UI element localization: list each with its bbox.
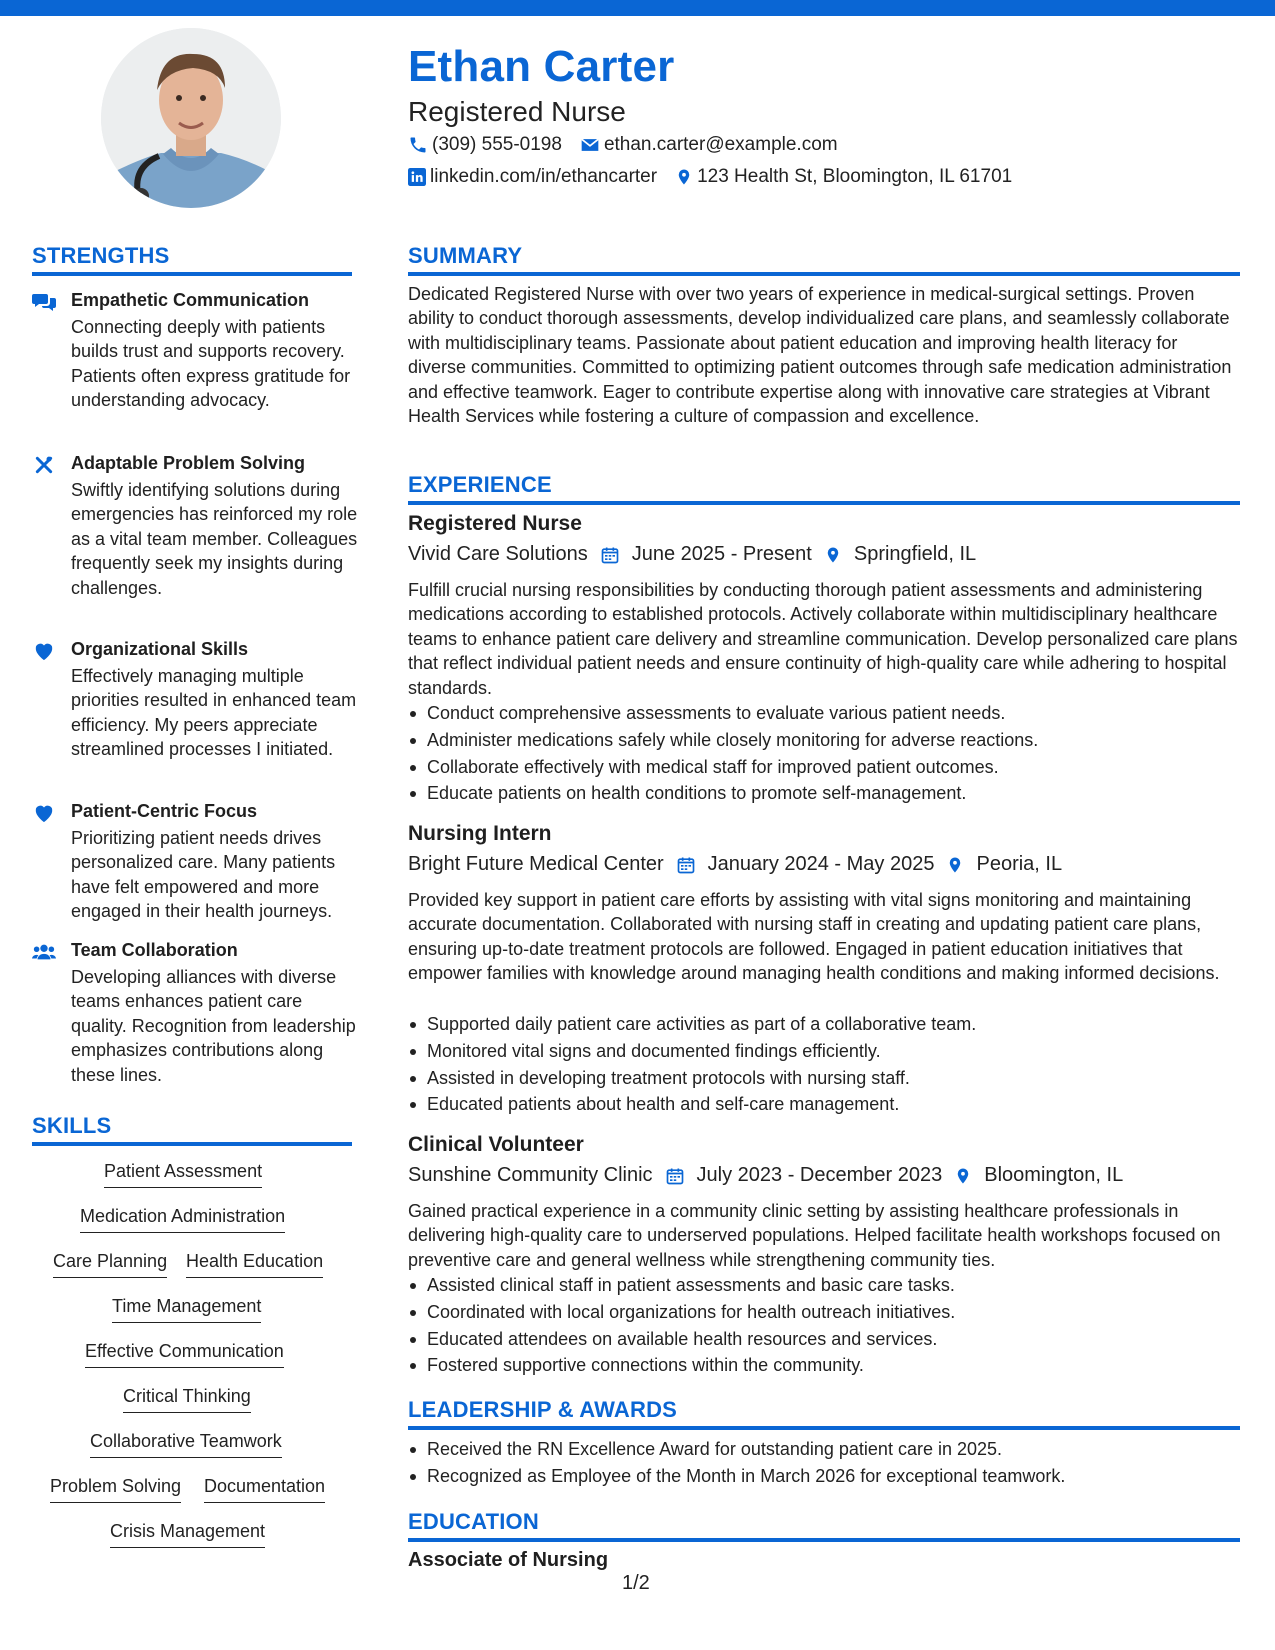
- list-item: Educate patients on health conditions to promote self-management.: [408, 780, 1240, 807]
- job-meta: [408, 543, 1240, 566]
- location-pin-icon: [954, 1165, 972, 1187]
- awards-rule: [408, 1426, 1240, 1430]
- list-item: Received the RN Excellence Award for outstanding patient care in 2025.: [408, 1436, 1240, 1463]
- job-bullets: [408, 1011, 1240, 1118]
- top-accent-bar: [0, 0, 1275, 16]
- strength-item: [32, 290, 362, 420]
- skill-tag: Medication Administration: [80, 1205, 285, 1233]
- awards-heading: LEADERSHIP & AWARDS: [408, 1397, 678, 1422]
- strength-desc: Swiftly identifying solutions during emergencies has reinforced my role as a vital team member. Colleagues frequently seek my insights during challenges.: [71, 480, 358, 598]
- job-company: Bright Future Medical Center: [408, 853, 664, 875]
- job-location: Bloomington, IL: [984, 1164, 1124, 1186]
- list-item: Recognized as Employee of the Month in March 2026 for exceptional teamwork.: [408, 1463, 1240, 1490]
- contact-row-1: [408, 134, 856, 156]
- job-description: Provided key support in patient care efforts by assisting with vital signs monitoring and maintaining accurate documentation. Collaborated with nursing staff in creating and updating patient care plans, ensuring up-to-date treatment protocols are followed. Engaged in patient education initiatives that empower families with knowledge around managing health conditions and making informed decisions.: [408, 890, 1220, 984]
- linkedin-contact[interactable]: [408, 166, 657, 188]
- strength-item: [32, 940, 362, 1085]
- job-dates: June 2025 - Present: [631, 543, 812, 565]
- phone-icon: [408, 135, 428, 155]
- strength-title: Empathetic Communication: [71, 290, 310, 310]
- tools-icon: [32, 455, 56, 475]
- list-item: Fostered supportive connections within the community.: [408, 1352, 1240, 1379]
- skill-tag: Health Education: [186, 1250, 323, 1278]
- education-degree: Associate of Nursing: [408, 1549, 609, 1571]
- contact-row-2: [408, 166, 1030, 188]
- job-meta: [408, 853, 1240, 876]
- skill-tag: Critical Thinking: [123, 1385, 251, 1413]
- skill-tag: Time Management: [112, 1295, 261, 1323]
- strength-title: Adaptable Problem Solving: [71, 453, 306, 473]
- experience-rule: [408, 501, 1240, 505]
- skills-rule: [32, 1142, 352, 1146]
- phone-contact[interactable]: [408, 134, 562, 156]
- list-item: Assisted clinical staff in patient assessments and basic care tasks.: [408, 1272, 1240, 1299]
- job-description: Fulfill crucial nursing responsibilities by conducting thorough patient assessments and administering medications according to established protocols. Actively collaborate within multidisciplinary healthcare teams to enhance patient care delivery and streamline communication. Develop personalized care plans that reflect individual patient needs and ensure continuity of high-quality care while adhering to hospital standards.: [408, 580, 1238, 698]
- list-item: Educated attendees on available health resources and services.: [408, 1326, 1240, 1353]
- list-item: Administer medications safely while closely monitoring for adverse reactions.: [408, 727, 1240, 754]
- location-pin-icon: [946, 854, 964, 876]
- strength-desc: Connecting deeply with patients builds trust and supports recovery. Patients often express gratitude for understanding advocacy.: [71, 317, 351, 411]
- list-item: Coordinated with local organizations for health outreach initiatives.: [408, 1299, 1240, 1326]
- heart-icon: [32, 641, 56, 661]
- summary-text: Dedicated Registered Nurse with over two years of experience in medical-surgical settings. Proven ability to conduct thorough assessments, develop individualized care plans, and seamlessly collaborate with multidisciplinary teams. Passionate about patient education and improving health literacy for diverse communities. Committed to optimizing patient outcomes through safe medication administration and effective teamwork. Eager to contribute expertise along with innovative care strategies at Vibrant Health Services while fostering a culture of compassion and excellence.: [408, 284, 1232, 427]
- calendar-icon: [676, 855, 696, 875]
- skill-tag: Documentation: [204, 1475, 325, 1503]
- job-bullets: [408, 700, 1240, 807]
- comments-icon: [32, 292, 56, 312]
- job-title: Clinical Volunteer: [408, 1133, 584, 1156]
- calendar-icon: [665, 1166, 685, 1186]
- skill-tag: Crisis Management: [110, 1520, 265, 1548]
- summary-heading: SUMMARY: [408, 243, 523, 268]
- job-location: Springfield, IL: [853, 543, 977, 565]
- skill-tag: Patient Assessment: [104, 1160, 262, 1188]
- address-text: 123 Health St, Bloomington, IL 61701: [697, 166, 1013, 187]
- calendar-icon: [600, 545, 620, 565]
- skill-tag: Care Planning: [53, 1250, 167, 1278]
- users-icon: [32, 942, 56, 962]
- skill-tag: Effective Communication: [85, 1340, 284, 1368]
- location-pin-icon: [675, 167, 693, 187]
- strength-title: Patient-Centric Focus: [71, 801, 258, 821]
- job-bullets: [408, 1272, 1240, 1379]
- job-location: Peoria, IL: [976, 853, 1063, 875]
- linkedin-text: linkedin.com/in/ethancarter: [430, 166, 658, 187]
- awards-list: [408, 1436, 1240, 1490]
- strength-item: [32, 639, 362, 769]
- email-contact[interactable]: [580, 134, 838, 156]
- envelope-icon: [580, 135, 600, 155]
- list-item: Educated patients about health and self-care management.: [408, 1091, 1240, 1118]
- education-heading: EDUCATION: [408, 1509, 539, 1534]
- email-text: ethan.carter@example.com: [603, 134, 838, 155]
- list-item: Collaborate effectively with medical staff for improved patient outcomes.: [408, 754, 1240, 781]
- job-title: Registered Nurse: [408, 512, 582, 535]
- skill-tag: Collaborative Teamwork: [90, 1430, 282, 1458]
- job-company: Vivid Care Solutions: [408, 543, 588, 565]
- strength-item: [32, 801, 362, 921]
- list-item: Conduct comprehensive assessments to evaluate various patient needs.: [408, 700, 1240, 727]
- skill-tag: Problem Solving: [50, 1475, 181, 1503]
- phone-text: (309) 555-0198: [432, 134, 562, 155]
- job-description: Gained practical experience in a community clinic setting by assisting healthcare professionals in delivering high-quality care to underserved populations. Helped facilitate health workshops focused on preventive care and general wellness while strengthening community ties.: [408, 1201, 1221, 1270]
- education-rule: [408, 1538, 1240, 1542]
- candidate-title: Registered Nurse: [408, 96, 626, 127]
- strength-desc: Prioritizing patient needs drives personalized care. Many patients have felt empowered and more engaged in their health journeys.: [71, 828, 336, 922]
- strength-title: Organizational Skills: [71, 639, 249, 659]
- list-item: Supported daily patient care activities as part of a collaborative team.: [408, 1011, 1240, 1038]
- profile-photo: [101, 28, 281, 208]
- job-company: Sunshine Community Clinic: [408, 1164, 653, 1186]
- page-indicator: 1/2: [622, 1572, 650, 1594]
- list-item: Monitored vital signs and documented findings efficiently.: [408, 1038, 1240, 1065]
- heart-icon: [32, 803, 56, 823]
- job-meta: [408, 1164, 1240, 1187]
- job-dates: July 2023 - December 2023: [696, 1164, 943, 1186]
- strengths-heading: STRENGTHS: [32, 243, 170, 268]
- summary-rule: [408, 272, 1240, 276]
- location-pin-icon: [824, 544, 842, 566]
- experience-heading: EXPERIENCE: [408, 472, 552, 497]
- strength-desc: Effectively managing multiple priorities resulted in enhanced team efficiency. My peers appreciate streamlined processes I initiated.: [71, 666, 357, 760]
- strength-title: Team Collaboration: [71, 940, 238, 960]
- job-title: Nursing Intern: [408, 822, 552, 845]
- address-contact: [675, 166, 1012, 188]
- job-dates: January 2024 - May 2025: [707, 853, 935, 875]
- strengths-rule: [32, 272, 352, 276]
- candidate-name: Ethan Carter: [408, 42, 675, 91]
- linkedin-icon: [408, 168, 426, 186]
- strength-item: [32, 453, 362, 613]
- strength-desc: Developing alliances with diverse teams enhances patient care quality. Recognition from leadership emphasizes contributions along these lines.: [71, 967, 356, 1085]
- list-item: Assisted in developing treatment protocols with nursing staff.: [408, 1065, 1240, 1092]
- skills-heading: SKILLS: [32, 1113, 112, 1138]
